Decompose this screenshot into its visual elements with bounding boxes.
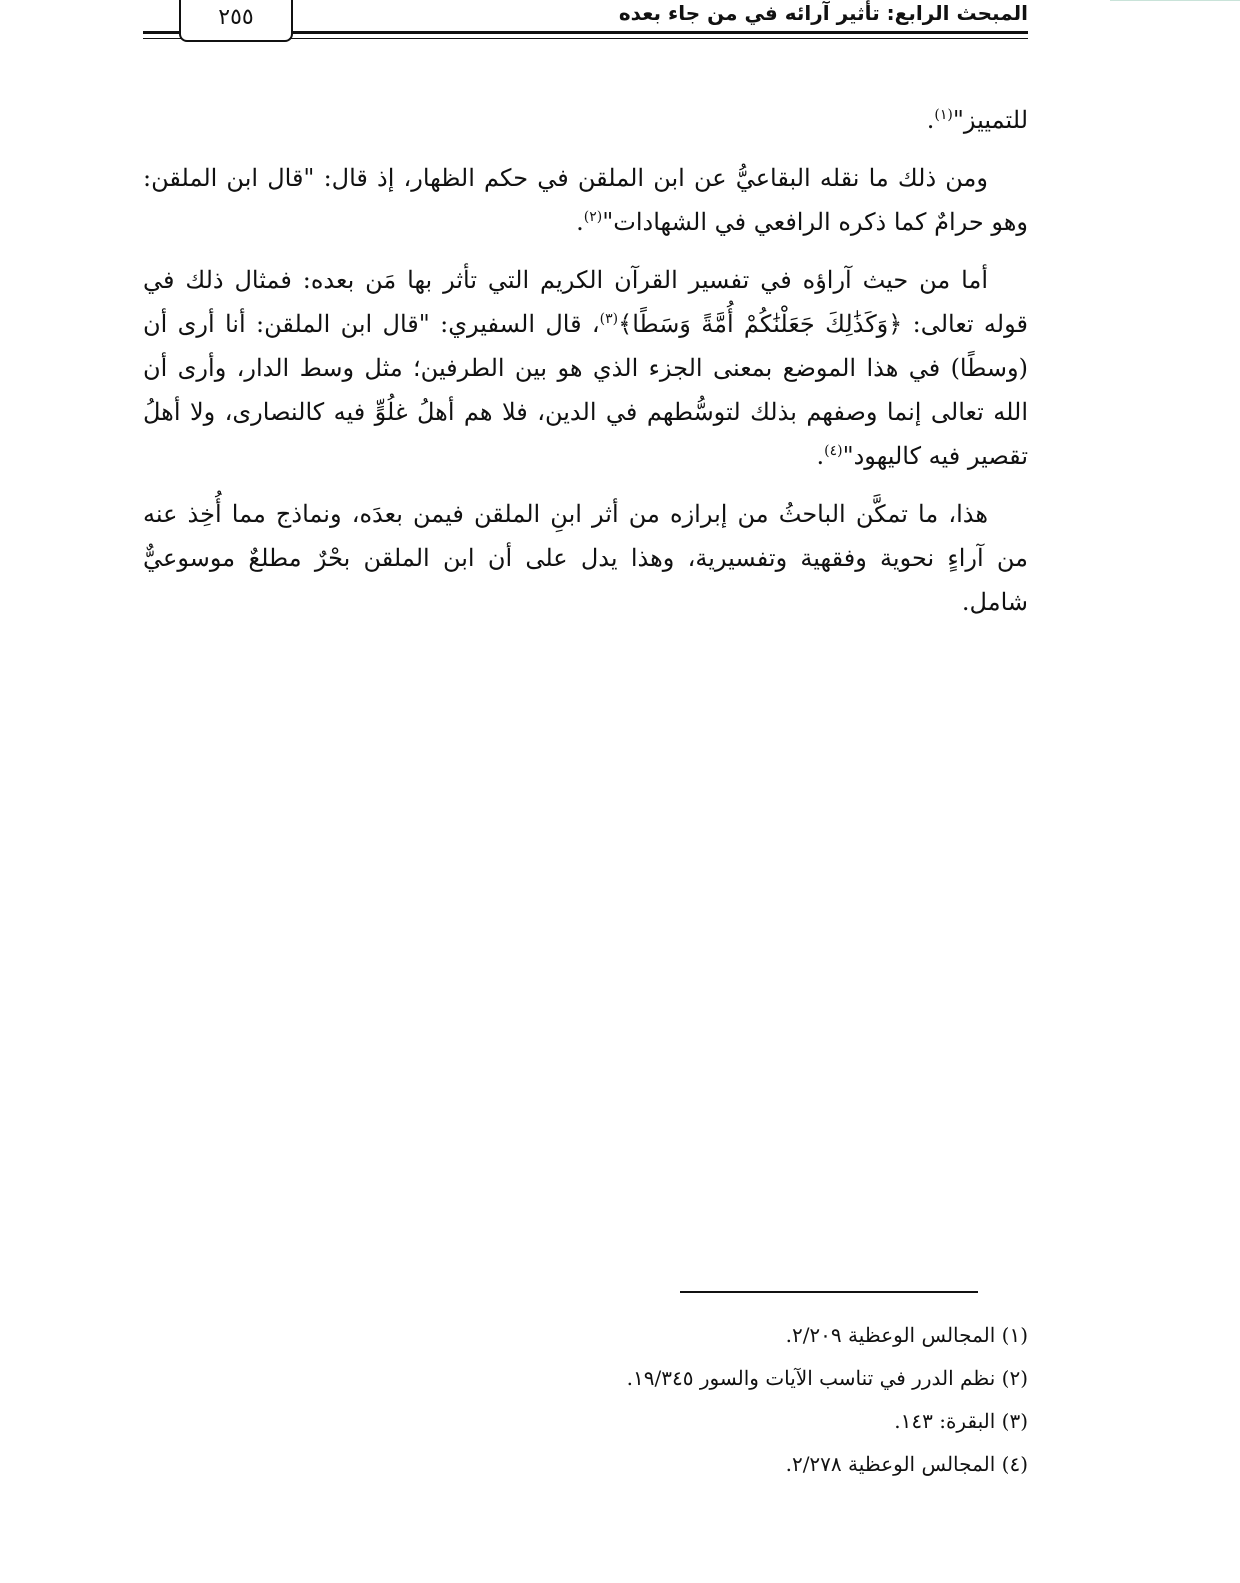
text-segment: . (576, 208, 584, 236)
paragraph (143, 492, 1028, 624)
text-segment: أما من حيث آراؤه في تفسير القرآن الكريم التي تأثر بها مَن بعده: فمثال ذلك في قوله تعالى: ﴿وَكَذَٰلِكَ جَعَلْنَٰكُمْ أُمَّةً وَسَطًا﴾ (143, 266, 1028, 338)
text-segment: . (926, 106, 935, 134)
page-number: ٢٥٥ (179, 0, 293, 42)
text-segment: للتمييز" (952, 106, 1028, 134)
footnote-ref: (٣) (599, 311, 619, 327)
paragraph (143, 258, 1028, 478)
text-segment: ، قال السفيري: "قال ابن الملقن: أنا أرى أن (وسطًا) في هذا الموضع بمعنى الجزء الذي هو بين الطرفين؛ مثل وسط الدار، وأرى أن الله تعالى إنما وصفهم بذلك لتوسُّطهم في الدين، فلا هم أهلُ غلُوٍّ فيه كالنصارى، ولا أهلُ تقصير فيه كاليهود" (143, 310, 1029, 470)
footnote: (١) المجالس الوعظية ٢/٢٠٩. (785, 1323, 1028, 1347)
footnote-ref: (٤) (824, 443, 843, 459)
paragraph (143, 156, 1028, 244)
footnotes (143, 1314, 1028, 1486)
paragraph (143, 98, 1028, 142)
footnote: (٤) المجالس الوعظية ٢/٢٧٨. (785, 1452, 1028, 1476)
footnote-ref: (١) (934, 107, 953, 123)
footnote-separator (680, 1291, 978, 1293)
page-header (143, 0, 1028, 44)
text-segment: هذا، ما تمكَّن الباحثُ من إبرازه من أثر ابنِ الملقن فيمن بعدَه، ونماذج مما أُخِذ عنه من آراءٍ نحوية وفقهية وتفسيرية، وهذا يدل على أن ابن الملقن بحْرٌ مطلعٌ موسوعيٌّ شامل. (143, 500, 1028, 616)
footnote: (٣) البقرة: ١٤٣. (894, 1409, 1028, 1433)
text-segment: ومن ذلك ما نقله البقاعيُّ عن ابن الملقن في حكم الظهار، إذ قال: "قال ابن الملقن: وهو حرامٌ كما ذكره الرافعي في الشهادات" (143, 164, 1028, 236)
text-segment: . (816, 442, 825, 470)
corner-mark (1110, 0, 1240, 5)
footnote: (٢) نظم الدرر في تناسب الآيات والسور ١٩/٣٤٥. (626, 1366, 1028, 1390)
main-text (143, 98, 1028, 638)
footnote-ref: (٢) (583, 209, 603, 225)
running-title: المبحث الرابع: تأثير آرائه في من جاء بعده (618, 1, 1028, 25)
